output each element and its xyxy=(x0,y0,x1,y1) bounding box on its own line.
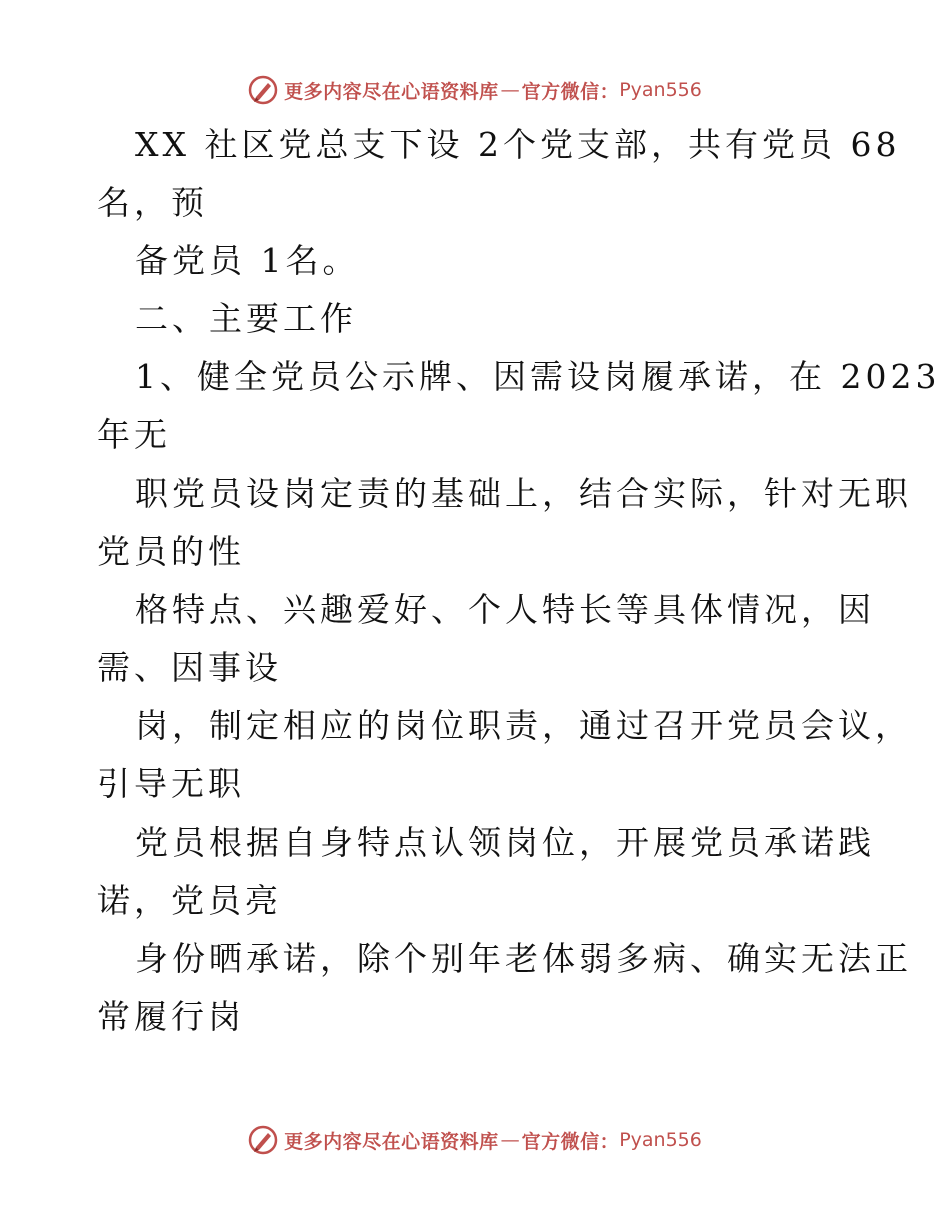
text-line: 格特点、兴趣爱好、个人特长等具体情况，因 xyxy=(135,590,875,629)
text-line: 常履行岗 xyxy=(97,997,245,1036)
section-heading: 二、主要工作 xyxy=(135,299,357,338)
text-line: 1、健全党员公示牌、因需设岗履承诺，在 2023 xyxy=(135,357,941,396)
pen-logo-icon xyxy=(248,75,278,105)
text-line: 名，预 xyxy=(97,183,208,222)
watermark-suffix: 官方微信： xyxy=(521,1130,620,1153)
watermark-text: 更多内容尽在心语资料库 xyxy=(284,80,499,103)
footer-watermark xyxy=(0,1120,950,1160)
pen-logo-icon xyxy=(248,1125,278,1155)
watermark-id: Pyan556 xyxy=(619,1129,702,1151)
watermark-suffix: 官方微信： xyxy=(521,80,620,103)
watermark-dash: — xyxy=(500,1129,520,1151)
text-line: 党员根据自身特点认领岗位，开展党员承诺践 xyxy=(135,823,875,862)
text-line: 身份晒承诺，除个别年老体弱多病、确实无法正 xyxy=(135,939,912,978)
text-line: 备党员 1名。 xyxy=(135,241,360,280)
text-line: 需、因事设 xyxy=(97,648,282,687)
text-line: 诺，党员亮 xyxy=(97,881,282,920)
text-line: 党员的性 xyxy=(97,532,245,571)
watermark-id: Pyan556 xyxy=(619,79,702,101)
text-line: 年无 xyxy=(97,415,171,454)
text-line: 引导无职 xyxy=(97,764,245,803)
watermark-text: 更多内容尽在心语资料库 xyxy=(284,1130,499,1153)
text-line: 岗，制定相应的岗位职责，通过召开党员会议， xyxy=(135,706,912,745)
text-line: 职党员设岗定责的基础上，结合实际，针对无职 xyxy=(135,474,912,513)
header-watermark xyxy=(0,70,950,110)
text-line: XX 社区党总支下设 2个党支部，共有党员 68 xyxy=(135,125,901,164)
watermark-dash: — xyxy=(500,79,520,101)
